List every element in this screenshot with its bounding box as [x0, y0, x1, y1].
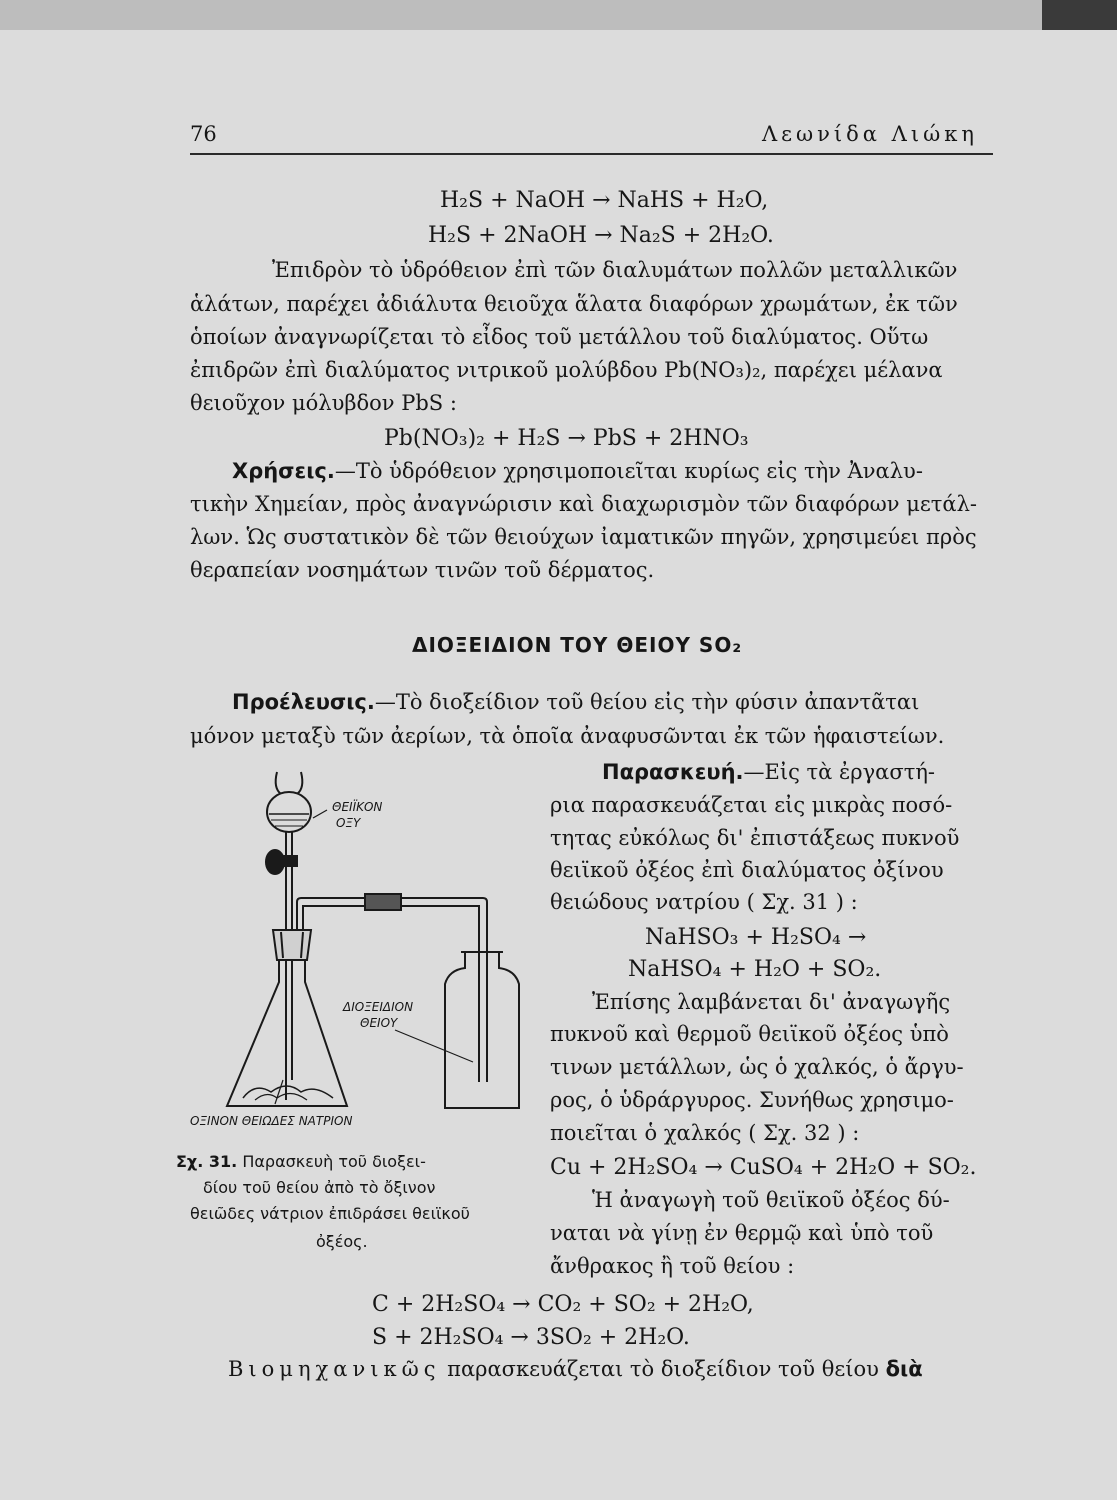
figure-caption-line-1: Σχ. 31. Παρασκευὴ τοῦ διοξει-: [176, 1152, 426, 1171]
text-line: θειϊκοῦ ὀξέος ἐπὶ διαλύματος ὀξίνου: [550, 858, 944, 882]
text-line: τητας εὐκόλως δι' ἐπιστάξεως πυκνοῦ: [550, 826, 960, 850]
gas-jar: [445, 952, 519, 1108]
industrial-text: παρασκευάζεται τὸ διοξείδιον τοῦ θείου: [447, 1357, 879, 1381]
origin-text: —Τὸ διοξείδιον τοῦ θείου εἰς τὴν φύσιν ἀπαντᾶται: [374, 690, 920, 714]
text-line: Ἡ ἀναγωγὴ τοῦ θειϊκοῦ ὀξέος δύ-: [592, 1188, 950, 1212]
label-gas-2: ΘΕΙΟΥ: [360, 1016, 398, 1030]
text-line: τινων μετάλλων, ὡς ὁ χαλκός, ὁ ἄργυ-: [550, 1055, 964, 1079]
label-gas-1: ΔΙΟΞΕΙΔΙΟΝ: [343, 1000, 414, 1014]
text-line: Ἐπιδρὸν τὸ ὑδρόθειον ἐπὶ τῶν διαλυμάτων πολλῶν μεταλλικῶν: [272, 258, 958, 282]
label-salt: ΟΞΙΝΟΝ ΘΕΙΩΔΕΣ ΝΑΤΡΙΟΝ: [190, 1114, 353, 1128]
figure-caption-line-3: θειῶδες νάτριον ἐπιδράσει θειϊκοῦ: [190, 1204, 470, 1223]
uses-paragraph: [232, 459, 923, 483]
preparation-paragraph: [602, 760, 935, 784]
apparatus-figure: [215, 770, 535, 1120]
industrial-end: διὰ: [885, 1357, 923, 1381]
origin-paragraph: [232, 690, 919, 714]
solid-salt: [243, 1086, 333, 1098]
equation-2: H₂S + 2NaOH → Na₂S + 2H₂O.: [428, 223, 774, 248]
page-number: 76: [190, 122, 217, 146]
equation-1: H₂S + NaOH → NaHS + H₂O,: [440, 188, 769, 213]
text-line: ποιεῖται ὁ χαλκός ( Σχ. 32 ) :: [550, 1121, 860, 1145]
text-line: Ἐπίσης λαμβάνεται δι' ἀναγωγῆς: [592, 990, 951, 1014]
text-line: ρια παρασκευάζεται εἰς μικρὰς ποσό-: [550, 793, 953, 817]
text-line: θεραπείαν νοσημάτων τινῶν τοῦ δέρματος.: [190, 558, 655, 582]
equation-8: S + 2H₂SO₄ → 3SO₂ + 2H₂O.: [372, 1325, 690, 1350]
running-title: Λεωνίδα Λιώκη: [762, 122, 978, 146]
preparation-label: Παρασκευή.: [602, 760, 744, 784]
preparation-text: —Εἰς τὰ ἐργαστή-: [743, 760, 935, 784]
uses-label: Χρήσεις.: [232, 459, 335, 483]
equation-4: NaHSO₃ + H₂SO₄ →: [645, 925, 867, 950]
label-acid-2: ΟΞΥ: [336, 816, 361, 830]
equation-6: Cu + 2H₂SO₄ → CuSO₄ + 2H₂O + SO₂.: [550, 1155, 977, 1180]
funnel-neck-right: [297, 772, 302, 794]
origin-label: Προέλευσις.: [232, 690, 375, 714]
text-line: τικὴν Χημείαν, πρὸς ἀναγνώρισιν καὶ διαχωρισμὸν τῶν διαφόρων μετάλ-: [190, 492, 977, 516]
book-page: [0, 30, 1117, 1500]
label-acid-1: ΘΕΙΪΚΟΝ: [332, 800, 383, 814]
uses-text: —Τὸ ὑδρόθειον χρησιμοποιεῖται κυρίως εἰς τὴν Ἀναλυ-: [334, 459, 923, 483]
equation-7: C + 2H₂SO₄ → CO₂ + SO₂ + 2H₂O,: [372, 1292, 754, 1317]
text-line: ἐπιδρῶν ἐπὶ διαλύματος νιτρικοῦ μολύβδου Pb(NO₃)₂, παρέχει μέλανα: [190, 358, 943, 382]
text-line: πυκνοῦ καὶ θερμοῦ θειϊκοῦ ὀξέος ὑπὸ: [550, 1022, 949, 1046]
stopcock: [266, 850, 284, 874]
industrial-spaced: Βιομηχανικῶς: [228, 1357, 441, 1381]
funnel-neck-left: [276, 772, 281, 794]
text-line: ρος, ὁ ὑδράργυρος. Συνήθως χρησιμο-: [550, 1088, 954, 1112]
section-heading: ΔΙΟΞΕΙΔΙΟΝ ΤΟΥ ΘΕΙΟΥ SO₂: [412, 633, 743, 657]
header-rule: [190, 153, 993, 155]
delivery-tube: [297, 898, 487, 1082]
text-line: λων. Ὡς συστατικὸν δὲ τῶν θειούχων ἰαματικῶν πηγῶν, χρησιμεύει πρὸς: [190, 525, 977, 549]
text-line: μόνον μεταξὺ τῶν ἀερίων, τὰ ὁποῖα ἀναφυσῶνται ἐκ τῶν ἡφαιστείων.: [190, 724, 945, 748]
text-line: ναται νὰ γίνῃ ἐν θερμῷ καὶ ὑπὸ τοῦ: [550, 1221, 934, 1245]
industrial-line: [228, 1357, 923, 1381]
equation-3: Pb(NO₃)₂ + H₂S → PbS + 2HNO₃: [384, 426, 749, 451]
text-line: ὁποίων ἀναγνωρίζεται τὸ εἶδος τοῦ μετάλλου τοῦ διαλύματος. Οὕτω: [190, 325, 929, 349]
equation-5: NaHSO₄ + H₂O + SO₂.: [628, 957, 882, 982]
figure-caption-line-2: δίου τοῦ θείου ἀπὸ τὸ ὄξινον: [203, 1178, 436, 1197]
text-line: θειοῦχον μόλυβδον PbS :: [190, 391, 457, 415]
figure-caption-label: Σχ. 31.: [176, 1152, 238, 1171]
text-line: θειώδους νατρίου ( Σχ. 31 ) :: [550, 890, 858, 914]
text-line: ἄνθρακος ἢ τοῦ θείου :: [550, 1254, 795, 1278]
figure-caption-line-4: ὀξέος.: [316, 1232, 368, 1251]
flask-stopper: [273, 930, 311, 960]
gas-leader: [395, 1030, 473, 1062]
text-line: ἁλάτων, παρέχει ἀδιάλυτα θειοῦχα ἅλατα διαφόρων χρωμάτων, ἐκ τῶν: [190, 292, 958, 316]
tube-connector: [365, 894, 401, 910]
